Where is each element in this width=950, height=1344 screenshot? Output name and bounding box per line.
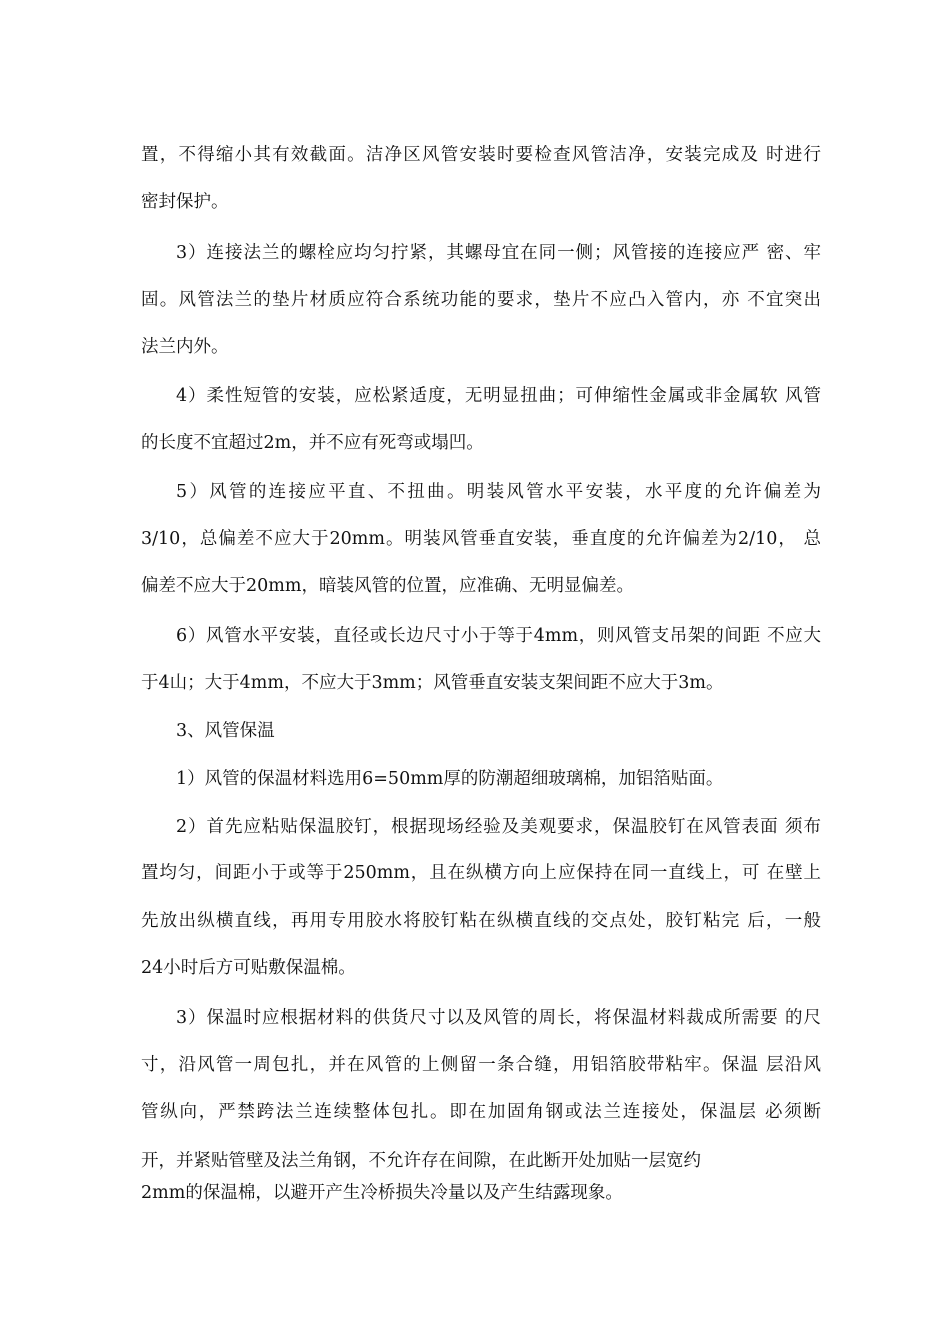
text-line: 偏差不应大于20mm，暗装风管的位置，应准确、无明显偏差。: [141, 576, 634, 596]
text-line: 1）风管的保温材料选用6=50mm厚的防潮超细玻璃棉，加铝箔贴面。: [176, 769, 724, 789]
text-line: 3/10，总偏差不应大于20mm。明装风管垂直安装，垂直度的允许偏差为2/10， 总: [141, 529, 821, 549]
text-line: 寸，沿风管一周包扎，并在风管的上侧留一条合缝，用铝箔胶带粘牢。保温 层沿风: [141, 1055, 821, 1075]
text-line: 的长度不宜超过2m，并不应有死弯或塌凹。: [141, 433, 484, 453]
text-line: 3）保温时应根据材料的供货尺寸以及风管的周长，将保温材料裁成所需要 的尺: [176, 1008, 821, 1028]
text-line: 密封保护。: [141, 192, 229, 212]
text-line: 6）风管水平安装，直径或长边尺寸小于等于4mm，则风管支吊架的间距 不应大: [176, 626, 821, 646]
text-line: 开，并紧贴管壁及法兰角钢，不允许存在间隙，在此断开处加贴一层宽约: [141, 1151, 701, 1171]
text-line: 于4山；大于4mm，不应大于3mm；风管垂直安装支架间距不应大于3m。: [141, 673, 724, 693]
text-line: 2）首先应粘贴保温胶钉，根据现场经验及美观要求，保温胶钉在风管表面 须布: [176, 817, 821, 837]
text-line: 24小时后方可贴敷保温棉。: [141, 958, 356, 978]
text-line: 5）风管的连接应平直、不扭曲。明装风管水平安装，水平度的允许偏差为: [176, 482, 821, 502]
text-line: 法兰内外。: [141, 337, 229, 357]
section-heading: 3、风管保温: [176, 721, 275, 741]
text-line: 置均匀，间距小于或等于250mm，且在纵横方向上应保持在同一直线上，可 在壁上: [141, 863, 821, 883]
text-line: 固。风管法兰的垫片材质应符合系统功能的要求，垫片不应凸入管内，亦 不宜突出: [141, 290, 821, 310]
text-line: 4）柔性短管的安装，应松紧适度，无明显扭曲；可伸缩性金属或非金属软 风管: [176, 386, 821, 406]
text-line: 2mm的保温棉，以避开产生冷桥损失冷量以及产生结露现象。: [141, 1183, 623, 1203]
text-line: 3）连接法兰的螺栓应均匀拧紧，其螺母宜在同一侧；风管接的连接应严 密、牢: [176, 243, 821, 263]
text-line: 置，不得缩小其有效截面。洁净区风管安装时要检查风管洁净，安装完成及 时进行: [141, 145, 821, 165]
text-line: 先放出纵横直线，再用专用胶水将胶钉粘在纵横直线的交点处，胶钉粘完 后，一般: [141, 911, 821, 931]
text-line: 管纵向，严禁跨法兰连续整体包扎。即在加固角钢或法兰连接处，保温层 必须断: [141, 1102, 821, 1122]
